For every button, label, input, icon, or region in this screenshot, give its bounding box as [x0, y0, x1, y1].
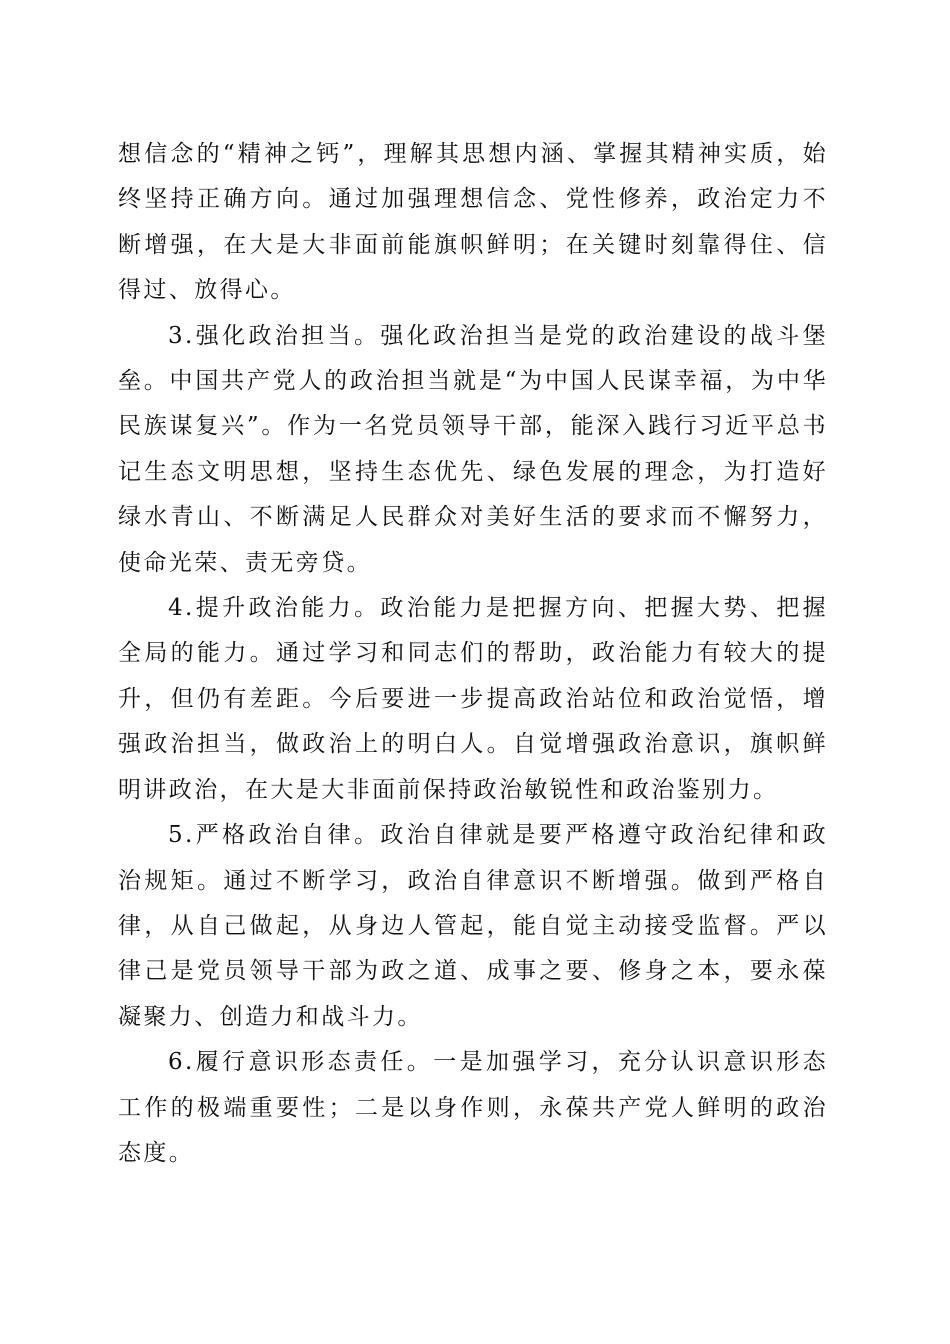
paragraph-political-ability: 4.提升政治能力。政治能力是把握方向、把握大势、把握全局的能力。通过学习和同志们的帮助，政治能力有较大的提升，但仍有差距。今后要进一步提高政治站位和政治觉悟，增强政治担当，做政治上的明白人。自觉增强政治意识，旗帜鲜明讲政治，在大是大非面前保持政治敏锐性和政治鉴别力。 [118, 595, 828, 803]
paragraph-political-responsibility: 3.强化政治担当。强化政治担当是党的政治建设的战斗堡垒。中国共产党人的政治担当就是“为中国人民谋幸福，为中华民族谋复兴”。作为一名党员领导干部，能深入践行习近平总书记生态文明思想，坚持生态优先、绿色发展的理念，为打造好绿水青山、不断满足人民群众对美好生活的要求而不懈努力，使命光荣、责无旁贷。 [118, 322, 828, 576]
paragraph-ideology-responsibility: 6.履行意识形态责任。一是加强学习，充分认识意识形态工作的极端重要性；二是以身作则，永葆共产党人鲜明的政治态度。 [118, 1049, 828, 1166]
paragraph-political-discipline: 5.严格政治自律。政治自律就是要严格遵守政治纪律和政治规矩。通过不断学习，政治自律意识不断增强。做到严格自律，从自己做起，从身边人管起，能自觉主动接受监督。严以律己是党员领导干部为政之道、成事之要、修身之本，要永葆凝聚力、创造力和战斗力。 [118, 822, 828, 1030]
paragraph-continuation: 想信念的“精神之钙”，理解其思想内涵、掌握其精神实质，始终坚持正确方向。通过加强理想信念、党性修养，政治定力不断增强，在大是大非面前能旗帜鲜明；在关键时刻靠得住、信得过、放得心。 [118, 141, 828, 304]
document-body [118, 132, 828, 1176]
